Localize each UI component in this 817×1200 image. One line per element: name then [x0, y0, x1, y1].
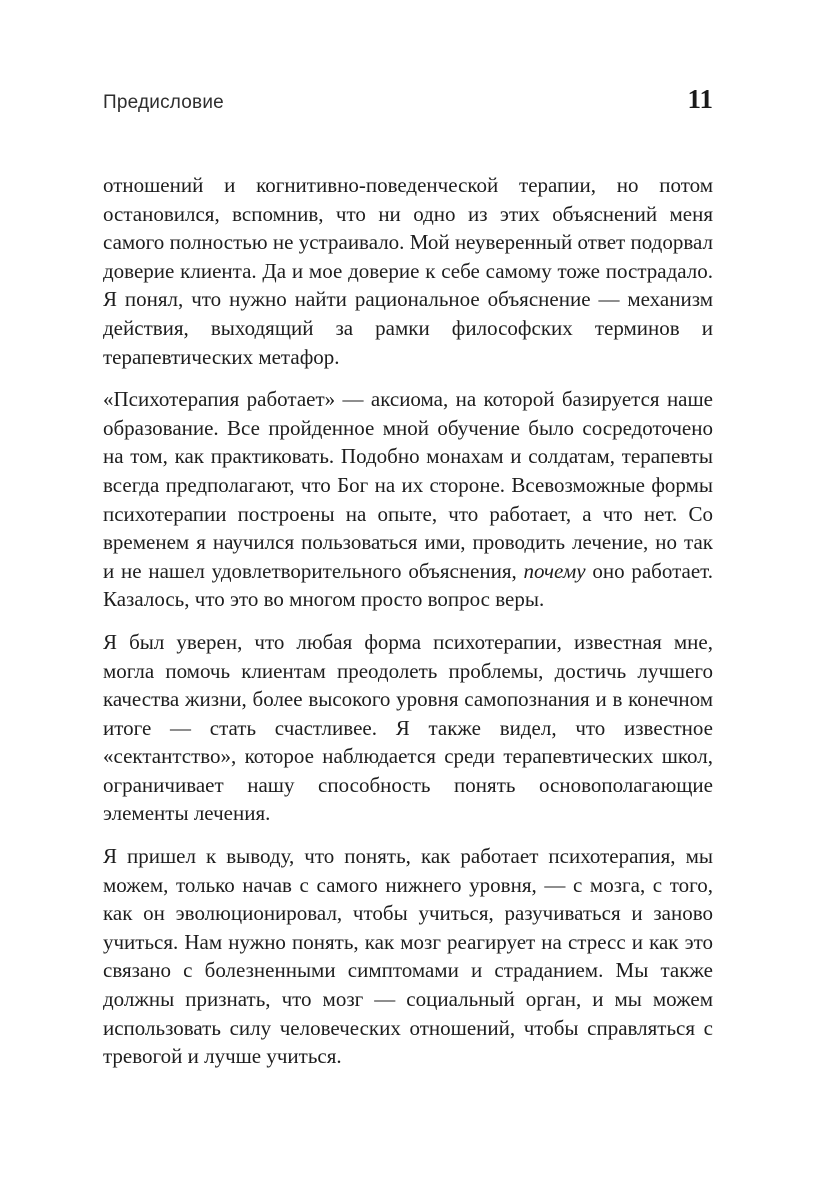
paragraph: [103, 842, 713, 1071]
page-number: 11: [687, 84, 713, 114]
paragraph-run: оно работает. Казалось, что это во многом просто вопрос веры.: [103, 558, 713, 612]
paragraph: [103, 171, 713, 371]
running-title: Предисловие: [103, 92, 224, 113]
body-text: [103, 171, 713, 1071]
paragraph-run: Я был уверен, что любая форма психотерапии, известная мне, могла помочь клиентам преодолеть проблемы, достичь лучшего качества жизни, более высокого уровня самопознания и в конечном итоге — стать счастливее. Я также видел, что известное «сектантство», которое наблюдается среди терапевтических школ, ограничивает нашу способность понять основополагающие элементы лечения.: [103, 629, 713, 826]
paragraph-run: отношений и когнитивно-поведенческой терапии, но потом остановился, вспомнив, что ни одно из этих объяснений меня самого полностью не устраивало. Мой неуверенный ответ подорвал доверие клиента. Да и мое доверие к себе самому тоже пострадало. Я понял, что нужно найти рациональное объяснение — механизм действия, выходящий за рамки философских терминов и терапевтических метафор.: [103, 173, 713, 369]
paragraph: [103, 628, 713, 828]
italic-run: почему: [523, 558, 586, 583]
running-header: [103, 84, 713, 115]
paragraph-run: Я пришел к выводу, что понять, как работает психотерапия, мы можем, только начав с самого нижнего уровня, — с мозга, с того, как он эволюционировал, чтобы учиться, разучиваться и заново учиться. Нам нужно понять, как мозг реагирует на стресс и как это связано с болезненными симптомами и страданием. Мы также должны признать, что мозг — социальный орган, и мы можем использовать силу человеческих отношений, чтобы справляться с тревогой и лучше учиться.: [103, 844, 713, 1069]
paragraph-run: «Психотерапия работает» — аксиома, на которой базируется наше образование. Все пройденное мной обучение было сосредоточено на том, как практиковать. Подобно монахам и солдатам, терапевты всегда предполагают, что Бог на их стороне. Всевозможные формы психотерапии построены на опыте, что работает, а что нет. Со временем я научился пользоваться ими, проводить лечение, но так и не нашел удовлетворительного объяснения,: [103, 387, 713, 583]
paragraph: [103, 385, 713, 614]
